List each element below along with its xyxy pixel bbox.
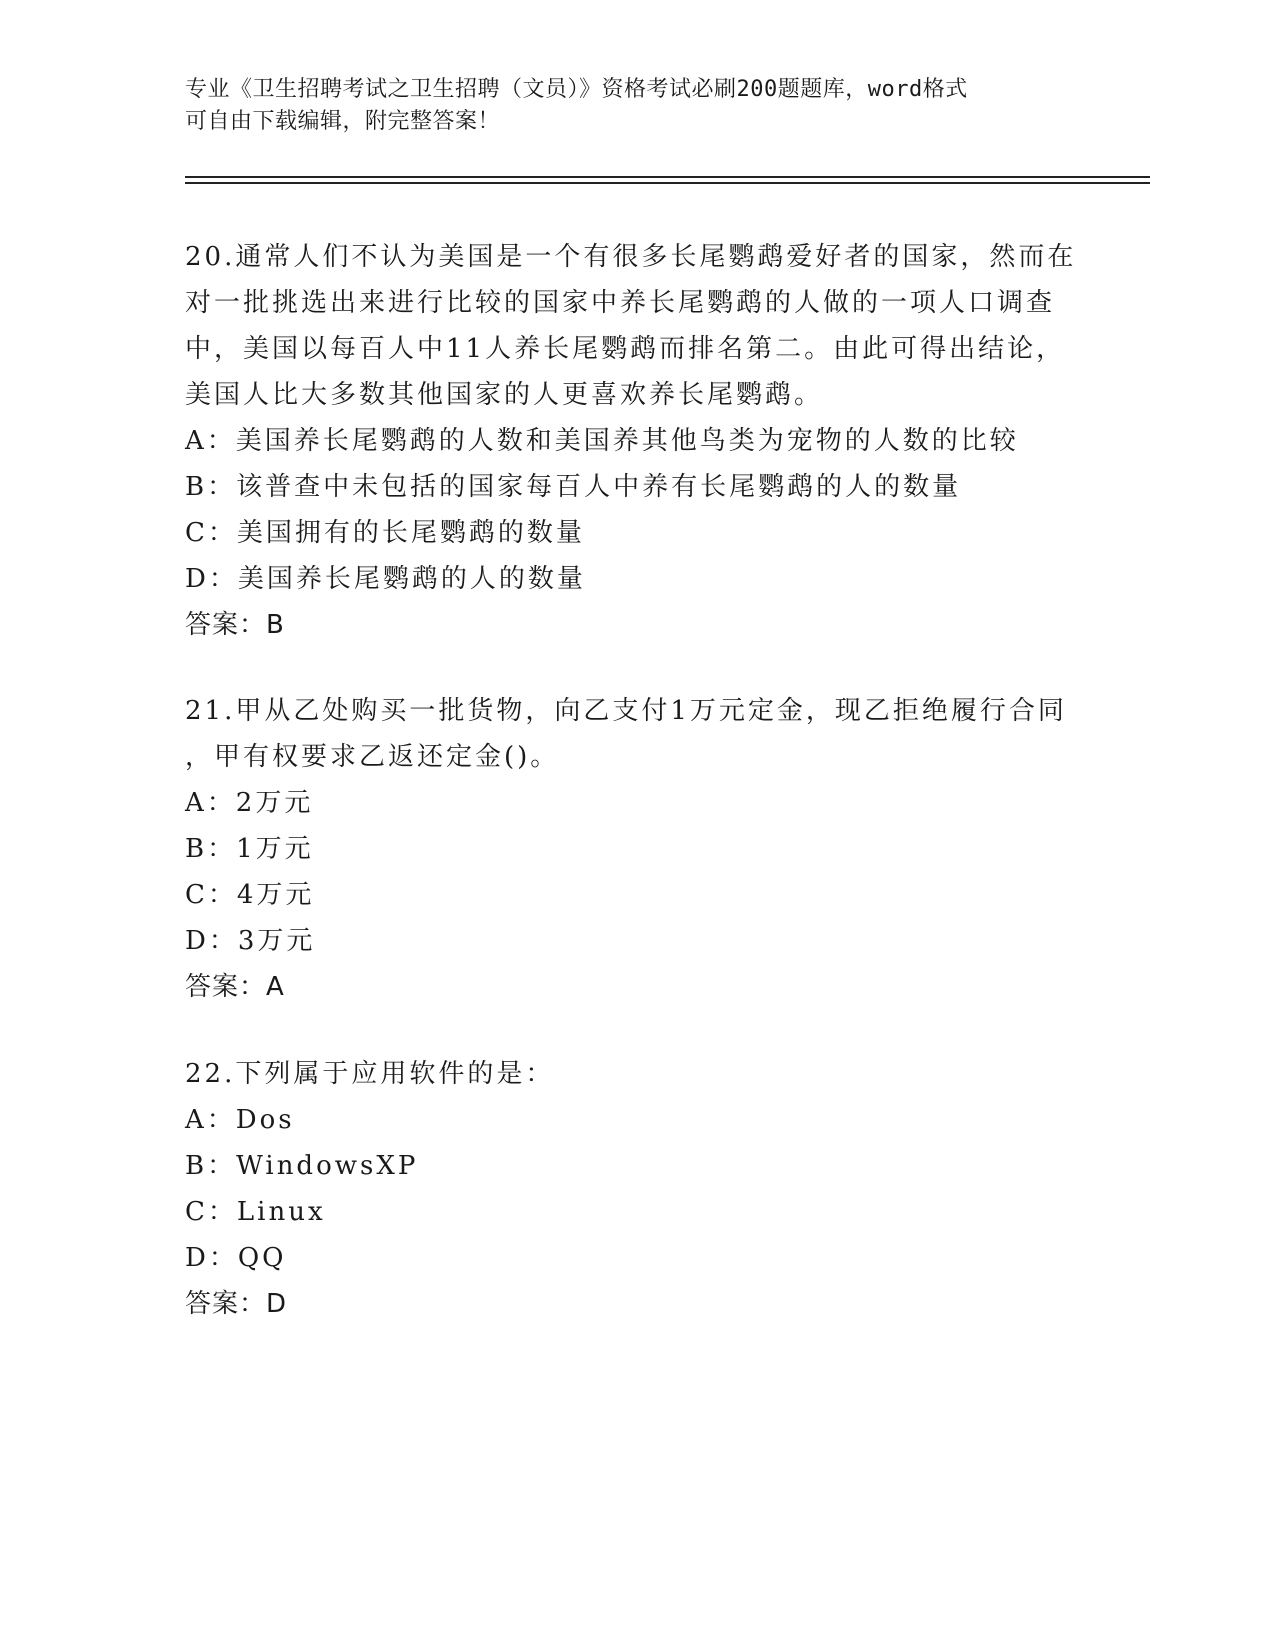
question-21 [185, 688, 1085, 1010]
answer: 答案：D [185, 1289, 288, 1319]
option-d: D：美国养长尾鹦鹉的人的数量 [185, 564, 586, 594]
option-b: B：1万元 [185, 834, 314, 864]
question-text-line: 对一批挑选出来进行比较的国家中养长尾鹦鹉的人做的一项人口调查 [185, 288, 1056, 318]
question-text-line: 21.甲从乙处购买一批货物，向乙支付1万元定金，现乙拒绝履行合同 [185, 696, 1067, 726]
option-c: C：4万元 [185, 880, 315, 910]
question-text-line: 20.通常人们不认为美国是一个有很多长尾鹦鹉爱好者的国家，然而在 [185, 242, 1077, 272]
option-d: D：3万元 [185, 926, 316, 956]
question-22 [185, 1051, 1085, 1327]
option-c: C：美国拥有的长尾鹦鹉的数量 [185, 518, 585, 548]
option-d: D：QQ [185, 1243, 287, 1273]
question-text-line: ，甲有权要求乙返还定金()。 [185, 742, 560, 772]
header-line-1: 专业《卫生招聘考试之卫生招聘（文员）》资格考试必刷200题题库，word格式 [185, 77, 968, 102]
option-c: C：Linux [185, 1197, 326, 1227]
question-text-line: 中，美国以每百人中11人养长尾鹦鹉而排名第二。由此可得出结论， [185, 334, 1066, 364]
answer: 答案：B [185, 610, 285, 640]
header-divider-bottom [185, 182, 1150, 184]
question-20 [185, 234, 1085, 648]
option-b: B：WindowsXP [185, 1151, 419, 1181]
question-text-line: 22.下列属于应用软件的是： [185, 1059, 555, 1089]
option-a: A：Dos [185, 1105, 295, 1135]
header-divider-top [185, 176, 1150, 178]
question-text-line: 美国人比大多数其他国家的人更喜欢养长尾鹦鹉。 [185, 380, 824, 410]
option-a: A：美国养长尾鹦鹉的人数和美国养其他鸟类为宠物的人数的比较 [185, 426, 1019, 456]
option-b: B：该普查中未包括的国家每百人中养有长尾鹦鹉的人的数量 [185, 472, 962, 502]
document-header [185, 74, 1065, 138]
answer: 答案：A [185, 972, 285, 1002]
header-line-2: 可自由下载编辑，附完整答案！ [185, 109, 501, 134]
option-a: A：2万元 [185, 788, 314, 818]
